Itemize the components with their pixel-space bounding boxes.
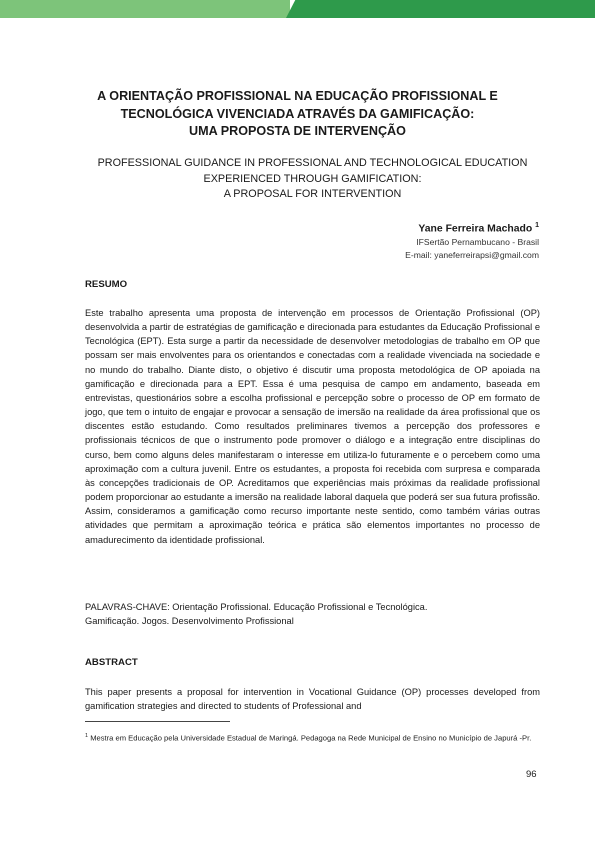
title-pt-line: A ORIENTAÇÃO PROFISSIONAL NA EDUCAÇÃO PROFISSIONAL E [97,89,498,103]
author-block [405,219,539,262]
author-name [405,219,539,236]
abstract-heading: ABSTRACT [85,657,138,668]
title-en-line: A PROPOSAL FOR INTERVENTION [223,188,402,200]
title-english [60,156,565,203]
title-pt-line: UMA PROPOSTA DE INTERVENÇÃO [189,124,406,138]
footnote-marker: 1 [85,733,89,739]
keywords [85,600,540,628]
title-pt-line: TECNOLÓGICA VIVENCIADA ATRAVÉS DA GAMIFICAÇÃO: [120,106,475,121]
footnote-text: Mestra em Educação pela Universidade Estadual de Maringá. Pedagoga na Rede Municipal de Ensino no Município de Japurá -Pr. [90,733,532,743]
author-institution: IFSertão Pernambucano - Brasil [416,237,539,248]
footnote [85,729,545,746]
title-portuguese [60,88,535,141]
keywords-line: PALAVRAS-CHAVE: Orientação Profissional. Educação Profissional e Tecnológica. [85,602,428,612]
resumo-heading: RESUMO [85,279,128,290]
title-en-line: PROFESSIONAL GUIDANCE IN PROFESSIONAL AND TECHNOLOGICAL EDUCATION [97,157,528,169]
page-number: 96 [526,769,537,780]
header-band-dark [286,0,595,18]
author-email: E-mail: yaneferreirapsi@gmail.com [405,250,539,261]
footnote-divider [85,721,230,722]
author-name-text: Yane Ferreira Machado [418,223,533,235]
title-en-line: EXPERIENCED THROUGH GAMIFICATION: [203,172,422,185]
header-band [0,0,595,18]
abstract-body: This paper presents a proposal for intervention in Vocational Guidance (OP) processes developed from gamification strategies and directed to students of Professional and [85,687,540,712]
header-band-light [0,0,290,18]
keywords-line: Gamificação. Jogos. Desenvolvimento Profissional [85,616,294,626]
author-note-ref: 1 [535,222,539,229]
resumo-body: Este trabalho apresenta uma proposta de intervenção em processos de Orientação Profissional (OP) desenvolvida a partir de estratégias de gamificação e direcionada para estudantes da Educação Profissional e Tecnológica (EPT). Esta surge a partir da necessidade de desenvolver metodologias de trabalho em OP que possam ser mais envolventes para os orientandos e conectadas com a realidade vivenciada na sociedade e no mundo do trabalho. Diante disto, o objetivo é discutir uma proposta metodológica de OP apoiada na gamificação e direcionada para a EPT. Essa é uma pesquisa de campo em andamento, baseada em entrevistas, questionários sobre a escolha profissional e percepção sobre o processo de OP em formato de jogo, que tem o intuito de engajar e provocar a sensação de imersão na realidade da área profissional que os discentes estão estudando. Como resultados preliminares tivemos a percepção dos professores e profissionais técnicos de que o instrumento pode promover o diálogo e a integração entre disciplinas do curso, bem como alguns deles manifestaram o interesse em utiliza-lo futuramente e o percebem como uma aproximação com a cultura juvenil. Entre os estudantes, a proposta foi recebida com surpresa e comparada às concepções tradicionais de OP. Acreditamos que experiências mais próximas da realidade profissional podem proporcionar ao estudante a imersão na realidade laboral daquela que poderá ser sua futura profissão. Assim, consideramos a gamificação como recurso importante neste sentido, como também várias outras atividades que permitam a aproximação teórica e prática são elementos importantes no processo de amadurecimento da identidade profissional. [85,308,540,545]
